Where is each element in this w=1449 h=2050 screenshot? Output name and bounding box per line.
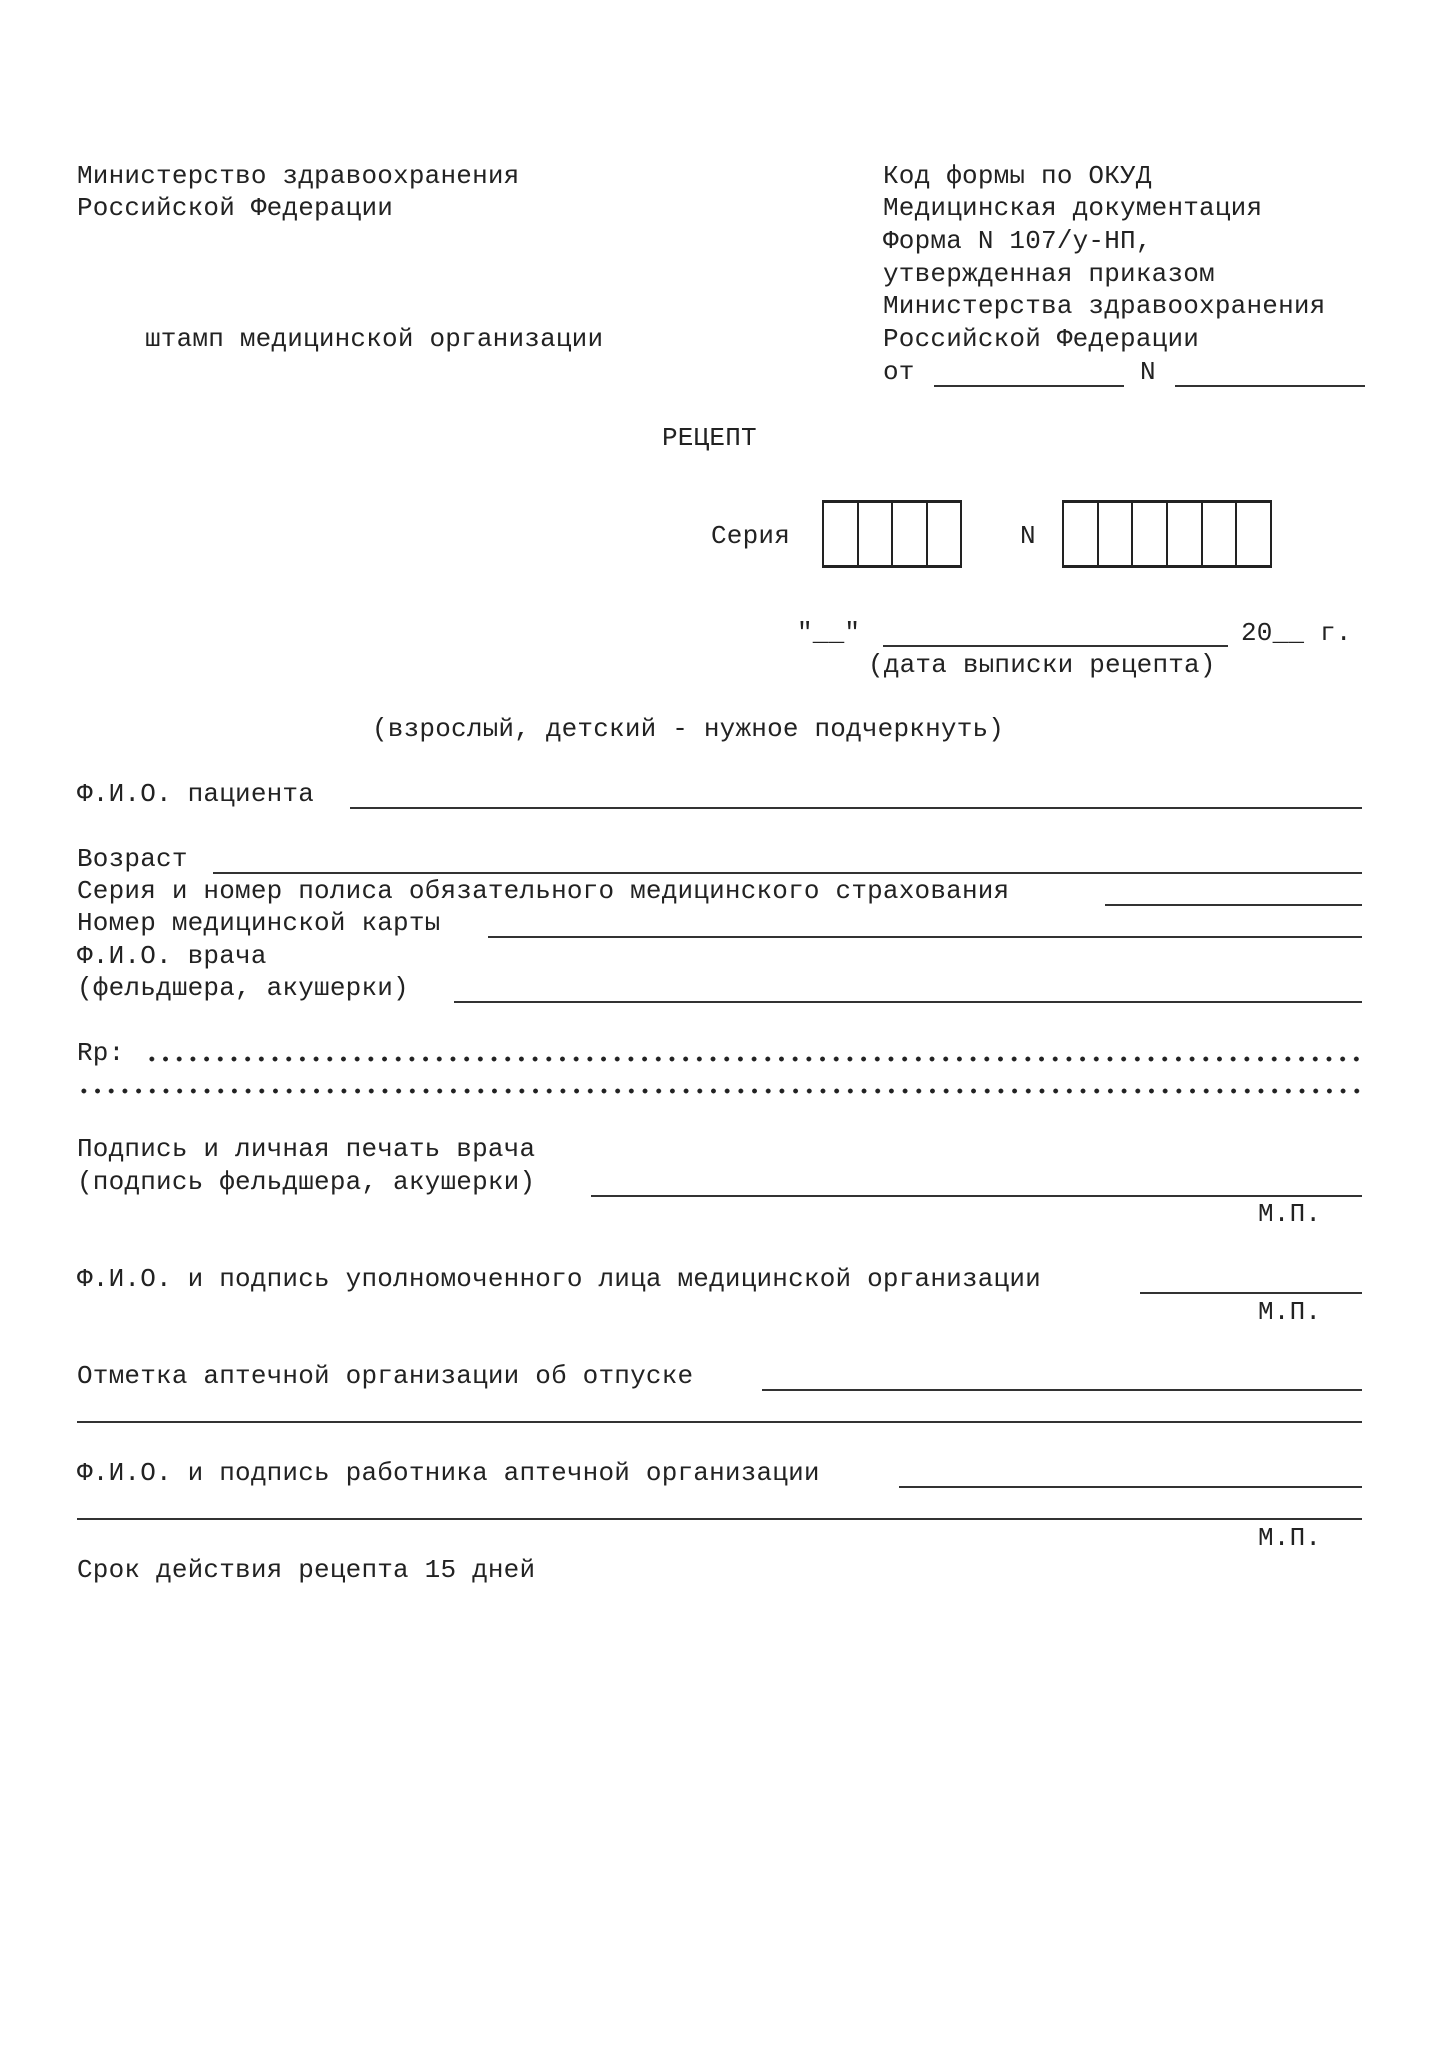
- number-cell: [1099, 503, 1134, 565]
- date-year: 20__ г.: [1241, 618, 1352, 648]
- date-month-line: [883, 645, 1228, 647]
- federation-approval-line: Российской Федерации: [883, 324, 1200, 354]
- number-cell: [1133, 503, 1168, 565]
- doctor-name-line[interactable]: [454, 1001, 1362, 1003]
- age-label: Возраст: [77, 844, 188, 874]
- ministry-line-2: Российской Федерации: [77, 193, 394, 223]
- doctor-name-label: Ф.И.О. врача: [77, 941, 267, 971]
- series-cell: [893, 503, 928, 565]
- signature-line[interactable]: [591, 1195, 1362, 1197]
- pharmacy-worker-line-2[interactable]: [77, 1518, 1362, 1520]
- pharmacy-mark-label: Отметка аптечной организации об отпуске: [77, 1361, 694, 1391]
- rp-dotted-line-1[interactable]: [145, 1056, 1362, 1062]
- series-cell: [928, 503, 963, 565]
- date-caption: (дата выписки рецепта): [868, 650, 1216, 680]
- okud-code-label: Код формы по ОКУД: [883, 161, 1152, 191]
- stamp-place-mark: М.П.: [1258, 1523, 1322, 1553]
- card-number-line[interactable]: [488, 936, 1362, 938]
- pharmacy-mark-line[interactable]: [762, 1389, 1362, 1391]
- series-label: Серия: [711, 521, 791, 551]
- number-cell: [1203, 503, 1238, 565]
- insurance-label: Серия и номер полиса обязательного медицинского страхования: [77, 876, 1010, 906]
- pharmacy-worker-line[interactable]: [899, 1486, 1362, 1488]
- approved-by-label: утвержденная приказом: [883, 259, 1215, 289]
- authorized-person-label: Ф.И.О. и подпись уполномоченного лица медицинской организации: [77, 1264, 1041, 1294]
- rp-dotted-line-2[interactable]: [77, 1088, 1362, 1094]
- order-number-label: N: [1140, 357, 1156, 387]
- number-cell: [1168, 503, 1203, 565]
- order-date-label: от: [883, 357, 915, 387]
- stamp-place-mark: М.П.: [1258, 1199, 1322, 1229]
- ministry-line-1: Министерство здравоохранения: [77, 161, 520, 191]
- insurance-line[interactable]: [1105, 904, 1362, 906]
- signature-alt-label: (подпись фельдшера, акушерки): [77, 1167, 536, 1197]
- series-cell: [824, 503, 859, 565]
- card-number-label: Номер медицинской карты: [77, 908, 441, 938]
- series-cell: [859, 503, 894, 565]
- patient-type-note: (взрослый, детский - нужное подчеркнуть): [372, 714, 1005, 744]
- prescription-number-cells[interactable]: [1062, 500, 1272, 568]
- number-cell: [1237, 503, 1272, 565]
- doctor-alt-label: (фельдшера, акушерки): [77, 973, 409, 1003]
- prescription-number-label: N: [1020, 521, 1036, 551]
- date-day: "__": [797, 618, 861, 648]
- validity-note: Срок действия рецепта 15 дней: [77, 1555, 536, 1585]
- medical-docs-label: Медицинская документация: [883, 193, 1263, 223]
- signature-label: Подпись и личная печать врача: [77, 1134, 536, 1164]
- order-number-line: [1175, 385, 1365, 387]
- patient-name-label: Ф.И.О. пациента: [77, 779, 315, 809]
- number-cell: [1064, 503, 1099, 565]
- form-number-label: Форма N 107/у-НП,: [883, 226, 1152, 256]
- age-line[interactable]: [213, 872, 1362, 874]
- pharmacy-worker-label: Ф.И.О. и подпись работника аптечной организации: [77, 1458, 820, 1488]
- series-cells[interactable]: [822, 500, 962, 568]
- pharmacy-mark-line-2[interactable]: [77, 1421, 1362, 1423]
- stamp-place-mark: М.П.: [1258, 1297, 1322, 1327]
- authorized-person-line[interactable]: [1140, 1292, 1362, 1294]
- patient-name-line[interactable]: [350, 807, 1362, 809]
- order-date-line: [934, 385, 1124, 387]
- rp-label: Rp:: [77, 1038, 125, 1068]
- ministry-approval-line: Министерства здравоохранения: [883, 291, 1326, 321]
- prescription-title: РЕЦЕПТ: [662, 423, 757, 453]
- stamp-label: штамп медицинской организации: [145, 324, 604, 354]
